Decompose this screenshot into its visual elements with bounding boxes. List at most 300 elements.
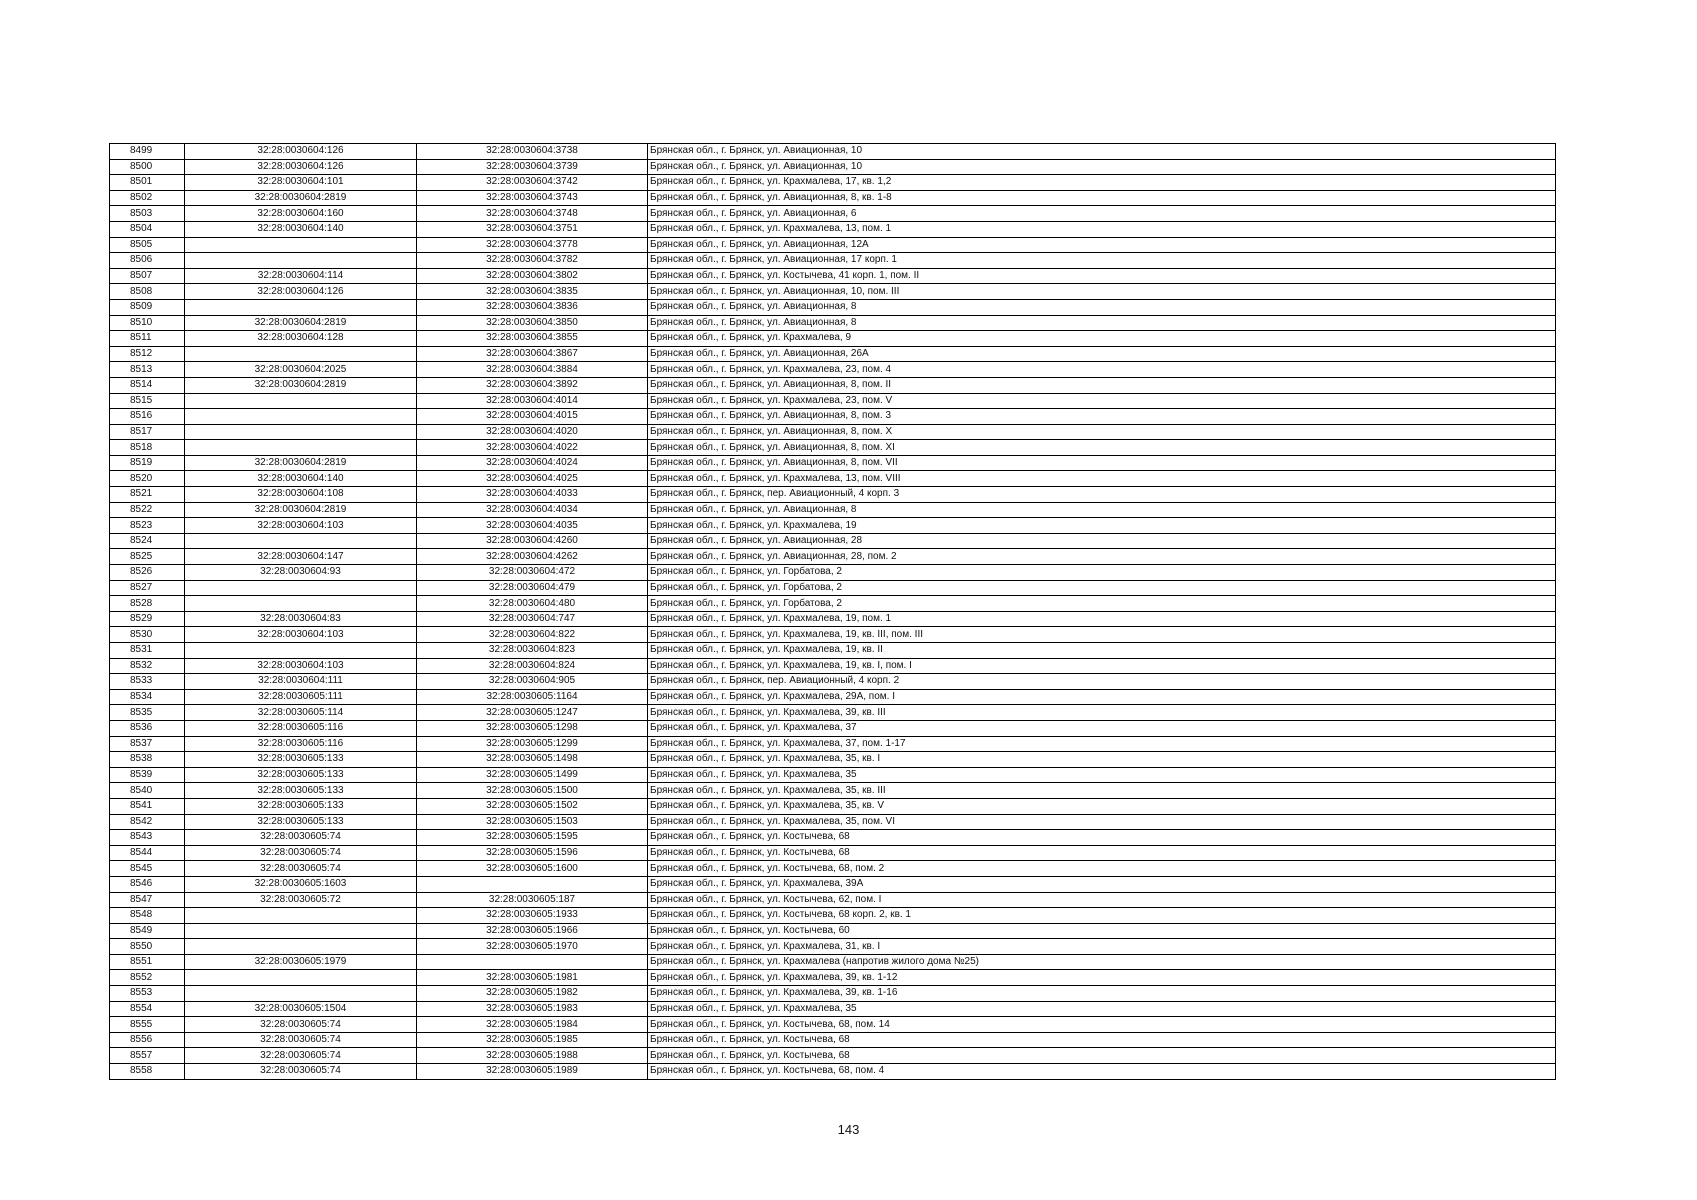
table-row — [110, 424, 1556, 440]
cadastral-number-cell: 32:28:0030605:1989 — [417, 1064, 648, 1080]
cadastral-register-table — [109, 143, 1556, 1080]
address-cell: Брянская обл., г. Брянск, ул. Крахмалева, 9 — [648, 331, 1556, 347]
cadastral-number-cell: 32:28:0030605:1298 — [417, 720, 648, 736]
table-row — [110, 814, 1556, 830]
cadastral-number-cell: 32:28:0030605:1981 — [417, 970, 648, 986]
address-cell: Брянская обл., г. Брянск, ул. Крахмалева, 35, кв. V — [648, 798, 1556, 814]
source-cadastral-number-cell: 32:28:0030604:93 — [185, 565, 417, 581]
row-number-cell — [110, 1048, 185, 1064]
cadastral-number-cell: 32:28:0030605:1164 — [417, 689, 648, 705]
address-cell: Брянская обл., г. Брянск, ул. Костычева, 62, пом. I — [648, 892, 1556, 908]
row-number-text: 8539 — [130, 769, 153, 781]
cadastral-number-cell — [417, 954, 648, 970]
address-cell: Брянская обл., г. Брянск, пер. Авиационный, 4 корп. 2 — [648, 674, 1556, 690]
row-number-text: 8525 — [130, 550, 153, 562]
address-cell: Брянская обл., г. Брянск, ул. Авиационная, 10 — [648, 159, 1556, 175]
table-row — [110, 455, 1556, 471]
row-number-text: 8514 — [130, 379, 153, 391]
address-cell: Брянская обл., г. Брянск, ул. Авиационная, 8 — [648, 299, 1556, 315]
cadastral-number-cell: 32:28:0030605:1299 — [417, 736, 648, 752]
row-number-text: 8538 — [130, 753, 153, 765]
row-number-cell — [110, 689, 185, 705]
row-number-text: 8545 — [130, 862, 153, 874]
address-cell: Брянская обл., г. Брянск, ул. Крахмалева, 19, кв. II — [648, 643, 1556, 659]
source-cadastral-number-cell: 32:28:0030605:74 — [185, 1032, 417, 1048]
cadastral-number-cell: 32:28:0030605:1970 — [417, 939, 648, 955]
address-cell: Брянская обл., г. Брянск, ул. Костычева, 68 — [648, 1032, 1556, 1048]
row-number-cell — [110, 861, 185, 877]
address-cell: Брянская обл., г. Брянск, ул. Костычева, 68, пом. 14 — [648, 1017, 1556, 1033]
cadastral-number-cell: 32:28:0030604:3836 — [417, 299, 648, 315]
table-row — [110, 1032, 1556, 1048]
table-row — [110, 861, 1556, 877]
cadastral-number-cell: 32:28:0030605:1983 — [417, 1001, 648, 1017]
source-cadastral-number-cell: 32:28:0030604:108 — [185, 487, 417, 503]
table-row — [110, 362, 1556, 378]
row-number-text: 8543 — [130, 831, 153, 843]
row-number-text: 8511 — [130, 332, 152, 344]
row-number-text: 8544 — [130, 847, 153, 859]
table-row — [110, 845, 1556, 861]
table-row — [110, 221, 1556, 237]
address-cell: Брянская обл., г. Брянск, ул. Крахмалева, 35 — [648, 767, 1556, 783]
row-number-text: 8535 — [130, 706, 153, 718]
row-number-text: 8510 — [130, 316, 153, 328]
address-cell: Брянская обл., г. Брянск, ул. Крахмалева, 39, кв. 1-16 — [648, 986, 1556, 1002]
address-cell: Брянская обл., г. Брянск, ул. Авиационная, 8, пом. X — [648, 424, 1556, 440]
row-number-cell — [110, 845, 185, 861]
row-number-text: 8517 — [130, 425, 153, 437]
source-cadastral-number-cell: 32:28:0030604:2819 — [185, 190, 417, 206]
row-number-cell — [110, 268, 185, 284]
address-cell: Брянская обл., г. Брянск, ул. Крахмалева, 35 — [648, 1001, 1556, 1017]
source-cadastral-number-cell: 32:28:0030604:2819 — [185, 315, 417, 331]
table-row — [110, 954, 1556, 970]
address-cell: Брянская обл., г. Брянск, ул. Костычева, 68, пом. 4 — [648, 1064, 1556, 1080]
row-number-text: 8499 — [130, 145, 153, 157]
source-cadastral-number-cell — [185, 923, 417, 939]
row-number-cell — [110, 393, 185, 409]
row-number-text: 8540 — [130, 784, 153, 796]
row-number-cell — [110, 908, 185, 924]
table-row — [110, 518, 1556, 534]
cadastral-number-cell: 32:28:0030605:1984 — [417, 1017, 648, 1033]
row-number-cell — [110, 986, 185, 1002]
cadastral-number-cell: 32:28:0030605:1499 — [417, 767, 648, 783]
row-number-text: 8508 — [130, 285, 153, 297]
table-row — [110, 923, 1556, 939]
table-row — [110, 970, 1556, 986]
source-cadastral-number-cell: 32:28:0030604:128 — [185, 331, 417, 347]
address-cell: Брянская обл., г. Брянск, ул. Крахмалева, 35, кв. III — [648, 783, 1556, 799]
address-cell: Брянская обл., г. Брянск, ул. Костычева, 68 — [648, 845, 1556, 861]
table-row — [110, 611, 1556, 627]
source-cadastral-number-cell: 32:28:0030604:147 — [185, 549, 417, 565]
source-cadastral-number-cell: 32:28:0030604:126 — [185, 284, 417, 300]
source-cadastral-number-cell — [185, 970, 417, 986]
source-cadastral-number-cell — [185, 299, 417, 315]
cadastral-number-cell: 32:28:0030605:1500 — [417, 783, 648, 799]
address-cell: Брянская обл., г. Брянск, ул. Крахмалева, 35, пом. VI — [648, 814, 1556, 830]
row-number-text: 8533 — [130, 675, 153, 687]
address-cell: Брянская обл., г. Брянск, ул. Авиационная, 8 — [648, 315, 1556, 331]
table-row — [110, 533, 1556, 549]
row-number-cell — [110, 487, 185, 503]
row-number-text: 8536 — [130, 722, 153, 734]
address-cell: Брянская обл., г. Брянск, ул. Костычева, 60 — [648, 923, 1556, 939]
cadastral-number-cell: 32:28:0030604:4024 — [417, 455, 648, 471]
row-number-text: 8531 — [130, 644, 153, 656]
row-number-text: 8537 — [130, 737, 153, 749]
source-cadastral-number-cell: 32:28:0030604:114 — [185, 268, 417, 284]
address-cell: Брянская обл., г. Брянск, ул. Авиационная, 10, пом. III — [648, 284, 1556, 300]
row-number-cell — [110, 284, 185, 300]
row-number-cell — [110, 159, 185, 175]
source-cadastral-number-cell — [185, 346, 417, 362]
source-cadastral-number-cell: 32:28:0030604:83 — [185, 611, 417, 627]
source-cadastral-number-cell: 32:28:0030605:1979 — [185, 954, 417, 970]
source-cadastral-number-cell — [185, 237, 417, 253]
row-number-text: 8547 — [130, 893, 153, 905]
source-cadastral-number-cell — [185, 424, 417, 440]
cadastral-number-cell: 32:28:0030605:187 — [417, 892, 648, 908]
address-cell: Брянская обл., г. Брянск, ул. Крахмалева, 23, пом. 4 — [648, 362, 1556, 378]
row-number-cell — [110, 627, 185, 643]
row-number-cell — [110, 175, 185, 191]
table-row — [110, 565, 1556, 581]
row-number-text: 8516 — [130, 410, 153, 422]
row-number-cell — [110, 502, 185, 518]
cadastral-number-cell: 32:28:0030604:4020 — [417, 424, 648, 440]
source-cadastral-number-cell: 32:28:0030604:111 — [185, 674, 417, 690]
table-row — [110, 315, 1556, 331]
page-number: 143 — [837, 1122, 860, 1137]
source-cadastral-number-cell: 32:28:0030605:1504 — [185, 1001, 417, 1017]
cadastral-number-cell: 32:28:0030604:4035 — [417, 518, 648, 534]
table-row — [110, 1064, 1556, 1080]
row-number-cell — [110, 409, 185, 425]
table-row — [110, 752, 1556, 768]
table-row — [110, 876, 1556, 892]
cadastral-number-cell: 32:28:0030604:3739 — [417, 159, 648, 175]
table-row — [110, 346, 1556, 362]
row-number-cell — [110, 549, 185, 565]
source-cadastral-number-cell: 32:28:0030605:133 — [185, 767, 417, 783]
source-cadastral-number-cell: 32:28:0030605:133 — [185, 798, 417, 814]
address-cell: Брянская обл., г. Брянск, ул. Костычева, 68, пом. 2 — [648, 861, 1556, 877]
address-cell: Брянская обл., г. Брянск, ул. Крахмалева (напротив жилого дома №25) — [648, 954, 1556, 970]
source-cadastral-number-cell: 32:28:0030605:133 — [185, 783, 417, 799]
source-cadastral-number-cell — [185, 393, 417, 409]
row-number-cell — [110, 814, 185, 830]
table-row — [110, 1017, 1556, 1033]
source-cadastral-number-cell: 32:28:0030605:116 — [185, 720, 417, 736]
table-row — [110, 736, 1556, 752]
table-row — [110, 596, 1556, 612]
row-number-text: 8529 — [130, 613, 153, 625]
row-number-text: 8549 — [130, 924, 153, 936]
row-number-cell — [110, 1032, 185, 1048]
source-cadastral-number-cell: 32:28:0030604:126 — [185, 144, 417, 160]
address-cell: Брянская обл., г. Брянск, ул. Костычева, 68 — [648, 830, 1556, 846]
row-number-cell — [110, 455, 185, 471]
table-row — [110, 1001, 1556, 1017]
table-row — [110, 658, 1556, 674]
source-cadastral-number-cell: 32:28:0030604:160 — [185, 206, 417, 222]
cadastral-number-cell: 32:28:0030605:1502 — [417, 798, 648, 814]
row-number-text: 8554 — [130, 1002, 153, 1014]
row-number-cell — [110, 471, 185, 487]
cadastral-number-cell: 32:28:0030605:1498 — [417, 752, 648, 768]
table-row — [110, 377, 1556, 393]
address-cell: Брянская обл., г. Брянск, ул. Авиационная, 12А — [648, 237, 1556, 253]
cadastral-number-cell: 32:28:0030604:3835 — [417, 284, 648, 300]
source-cadastral-number-cell: 32:28:0030605:74 — [185, 845, 417, 861]
row-number-text: 8552 — [130, 971, 153, 983]
source-cadastral-number-cell — [185, 939, 417, 955]
row-number-text: 8527 — [130, 581, 153, 593]
cadastral-number-cell: 32:28:0030604:4014 — [417, 393, 648, 409]
source-cadastral-number-cell: 32:28:0030604:126 — [185, 159, 417, 175]
address-cell: Брянская обл., г. Брянск, ул. Крахмалева, 37 — [648, 720, 1556, 736]
cadastral-number-cell: 32:28:0030604:4033 — [417, 487, 648, 503]
cadastral-number-cell: 32:28:0030604:3867 — [417, 346, 648, 362]
source-cadastral-number-cell: 32:28:0030605:133 — [185, 814, 417, 830]
table-row — [110, 705, 1556, 721]
source-cadastral-number-cell: 32:28:0030605:74 — [185, 830, 417, 846]
row-number-cell — [110, 783, 185, 799]
row-number-cell — [110, 331, 185, 347]
row-number-text: 8506 — [130, 254, 153, 266]
source-cadastral-number-cell: 32:28:0030605:1603 — [185, 876, 417, 892]
row-number-text: 8519 — [130, 457, 153, 469]
source-cadastral-number-cell: 32:28:0030605:116 — [185, 736, 417, 752]
address-cell: Брянская обл., г. Брянск, ул. Крахмалева, 35, кв. I — [648, 752, 1556, 768]
table-row — [110, 674, 1556, 690]
cadastral-number-cell: 32:28:0030604:4262 — [417, 549, 648, 565]
row-number-text: 8513 — [130, 363, 153, 375]
cadastral-number-cell: 32:28:0030605:1600 — [417, 861, 648, 877]
cadastral-number-cell: 32:28:0030605:1982 — [417, 986, 648, 1002]
address-cell: Брянская обл., г. Брянск, ул. Горбатова, 2 — [648, 596, 1556, 612]
address-cell: Брянская обл., г. Брянск, ул. Авиационная, 8 — [648, 502, 1556, 518]
cadastral-number-cell: 32:28:0030604:3748 — [417, 206, 648, 222]
table-row — [110, 206, 1556, 222]
cadastral-number-cell: 32:28:0030604:480 — [417, 596, 648, 612]
row-number-cell — [110, 674, 185, 690]
row-number-cell — [110, 424, 185, 440]
row-number-cell — [110, 1064, 185, 1080]
address-cell: Брянская обл., г. Брянск, ул. Авиационная, 8, пом. II — [648, 377, 1556, 393]
source-cadastral-number-cell — [185, 409, 417, 425]
cadastral-number-cell: 32:28:0030604:4015 — [417, 409, 648, 425]
row-number-text: 8546 — [130, 878, 153, 890]
row-number-text: 8551 — [130, 956, 153, 968]
source-cadastral-number-cell: 32:28:0030605:74 — [185, 1064, 417, 1080]
cadastral-number-cell: 32:28:0030604:905 — [417, 674, 648, 690]
source-cadastral-number-cell: 32:28:0030604:140 — [185, 221, 417, 237]
table-row — [110, 253, 1556, 269]
cadastral-number-cell: 32:28:0030604:479 — [417, 580, 648, 596]
row-number-cell — [110, 580, 185, 596]
address-cell: Брянская обл., г. Брянск, ул. Крахмалева, 31, кв. I — [648, 939, 1556, 955]
row-number-cell — [110, 720, 185, 736]
address-cell: Брянская обл., г. Брянск, ул. Крахмалева, 19, пом. 1 — [648, 611, 1556, 627]
cadastral-number-cell: 32:28:0030605:1247 — [417, 705, 648, 721]
cadastral-number-cell: 32:28:0030604:3850 — [417, 315, 648, 331]
address-cell: Брянская обл., г. Брянск, ул. Горбатова, 2 — [648, 580, 1556, 596]
row-number-cell — [110, 533, 185, 549]
table-body — [110, 144, 1556, 1080]
address-cell: Брянская обл., г. Брянск, ул. Авиационная, 8, кв. 1-8 — [648, 190, 1556, 206]
cadastral-number-cell: 32:28:0030605:1596 — [417, 845, 648, 861]
table-row — [110, 502, 1556, 518]
row-number-cell — [110, 798, 185, 814]
cadastral-number-cell: 32:28:0030604:3743 — [417, 190, 648, 206]
row-number-text: 8530 — [130, 628, 153, 640]
address-cell: Брянская обл., г. Брянск, ул. Костычева, 68 — [648, 1048, 1556, 1064]
table-row — [110, 409, 1556, 425]
table-row — [110, 487, 1556, 503]
row-number-text: 8505 — [130, 238, 153, 250]
row-number-text: 8501 — [130, 176, 153, 188]
row-number-cell — [110, 736, 185, 752]
row-number-cell — [110, 892, 185, 908]
row-number-cell — [110, 954, 185, 970]
table-row — [110, 1048, 1556, 1064]
source-cadastral-number-cell — [185, 986, 417, 1002]
address-cell: Брянская обл., г. Брянск, ул. Авиационная, 8, пом. 3 — [648, 409, 1556, 425]
row-number-text: 8524 — [130, 535, 153, 547]
cadastral-number-cell: 32:28:0030604:3884 — [417, 362, 648, 378]
cadastral-number-cell: 32:28:0030605:1985 — [417, 1032, 648, 1048]
row-number-cell — [110, 923, 185, 939]
source-cadastral-number-cell: 32:28:0030605:133 — [185, 752, 417, 768]
cadastral-number-cell: 32:28:0030604:4034 — [417, 502, 648, 518]
table-row — [110, 908, 1556, 924]
table-row — [110, 767, 1556, 783]
address-cell: Брянская обл., г. Брянск, ул. Крахмалева, 37, пом. 1-17 — [648, 736, 1556, 752]
address-cell: Брянская обл., г. Брянск, ул. Авиационная, 28, пом. 2 — [648, 549, 1556, 565]
address-cell: Брянская обл., г. Брянск, ул. Авиационная, 17 корп. 1 — [648, 253, 1556, 269]
table-row — [110, 939, 1556, 955]
address-cell: Брянская обл., г. Брянск, ул. Крахмалева, 23, пом. V — [648, 393, 1556, 409]
address-cell: Брянская обл., г. Брянск, ул. Крахмалева, 19, кв. I, пом. I — [648, 658, 1556, 674]
table-row — [110, 689, 1556, 705]
row-number-cell — [110, 596, 185, 612]
table-row — [110, 549, 1556, 565]
row-number-text: 8553 — [130, 987, 153, 999]
source-cadastral-number-cell — [185, 533, 417, 549]
row-number-cell — [110, 705, 185, 721]
cadastral-number-cell: 32:28:0030604:3738 — [417, 144, 648, 160]
table-row — [110, 471, 1556, 487]
table-row — [110, 175, 1556, 191]
cadastral-number-cell: 32:28:0030604:3802 — [417, 268, 648, 284]
row-number-cell — [110, 440, 185, 456]
source-cadastral-number-cell: 32:28:0030605:74 — [185, 1017, 417, 1033]
source-cadastral-number-cell — [185, 908, 417, 924]
source-cadastral-number-cell: 32:28:0030605:111 — [185, 689, 417, 705]
row-number-cell — [110, 658, 185, 674]
table-row — [110, 144, 1556, 160]
source-cadastral-number-cell: 32:28:0030604:103 — [185, 658, 417, 674]
address-cell: Брянская обл., г. Брянск, ул. Авиационная, 10 — [648, 144, 1556, 160]
row-number-text: 8507 — [130, 270, 153, 282]
row-number-cell — [110, 518, 185, 534]
row-number-cell — [110, 253, 185, 269]
row-number-cell — [110, 206, 185, 222]
row-number-text: 8557 — [130, 1049, 153, 1061]
address-cell: Брянская обл., г. Брянск, ул. Крахмалева, 13, пом. 1 — [648, 221, 1556, 237]
row-number-text: 8503 — [130, 207, 153, 219]
table-row — [110, 798, 1556, 814]
row-number-cell — [110, 237, 185, 253]
row-number-text: 8526 — [130, 566, 153, 578]
address-cell: Брянская обл., г. Брянск, ул. Крахмалева, 19, кв. III, пом. III — [648, 627, 1556, 643]
cadastral-number-cell: 32:28:0030604:822 — [417, 627, 648, 643]
row-number-cell — [110, 643, 185, 659]
cadastral-number-cell: 32:28:0030605:1595 — [417, 830, 648, 846]
cadastral-number-cell: 32:28:0030604:747 — [417, 611, 648, 627]
row-number-text: 8502 — [130, 192, 153, 204]
table-row — [110, 892, 1556, 908]
row-number-text: 8532 — [130, 659, 153, 671]
address-cell: Брянская обл., г. Брянск, ул. Крахмалева, 17, кв. 1,2 — [648, 175, 1556, 191]
source-cadastral-number-cell — [185, 643, 417, 659]
source-cadastral-number-cell — [185, 253, 417, 269]
row-number-text: 8528 — [130, 597, 153, 609]
row-number-cell — [110, 752, 185, 768]
cadastral-number-cell: 32:28:0030604:3855 — [417, 331, 648, 347]
cadastral-number-cell: 32:28:0030604:3751 — [417, 221, 648, 237]
row-number-text: 8512 — [130, 348, 153, 360]
address-cell: Брянская обл., г. Брянск, ул. Костычева, 68 корп. 2, кв. 1 — [648, 908, 1556, 924]
cadastral-number-cell: 32:28:0030605:1988 — [417, 1048, 648, 1064]
address-cell: Брянская обл., г. Брянск, ул. Авиационная, 6 — [648, 206, 1556, 222]
source-cadastral-number-cell: 32:28:0030605:72 — [185, 892, 417, 908]
row-number-text: 8518 — [130, 441, 153, 453]
row-number-cell — [110, 362, 185, 378]
row-number-cell — [110, 144, 185, 160]
address-cell: Брянская обл., г. Брянск, пер. Авиационный, 4 корп. 3 — [648, 487, 1556, 503]
cadastral-number-cell: 32:28:0030605:1933 — [417, 908, 648, 924]
row-number-cell — [110, 346, 185, 362]
cadastral-number-cell: 32:28:0030605:1966 — [417, 923, 648, 939]
table-row — [110, 830, 1556, 846]
row-number-text: 8548 — [130, 909, 153, 921]
source-cadastral-number-cell: 32:28:0030604:2819 — [185, 377, 417, 393]
cadastral-number-cell — [417, 876, 648, 892]
cadastral-number-cell: 32:28:0030604:824 — [417, 658, 648, 674]
source-cadastral-number-cell — [185, 440, 417, 456]
row-number-text: 8534 — [130, 691, 153, 703]
address-cell: Брянская обл., г. Брянск, ул. Крахмалева, 39, кв. 1-12 — [648, 970, 1556, 986]
address-cell: Брянская обл., г. Брянск, ул. Авиационная, 28 — [648, 533, 1556, 549]
address-cell: Брянская обл., г. Брянск, ул. Крахмалева, 13, пом. VIII — [648, 471, 1556, 487]
source-cadastral-number-cell: 32:28:0030604:103 — [185, 518, 417, 534]
row-number-cell — [110, 1017, 185, 1033]
row-number-text: 8542 — [130, 815, 153, 827]
source-cadastral-number-cell: 32:28:0030605:74 — [185, 861, 417, 877]
row-number-text: 8558 — [130, 1065, 153, 1077]
source-cadastral-number-cell — [185, 580, 417, 596]
row-number-text: 8550 — [130, 940, 153, 952]
row-number-text: 8541 — [130, 800, 153, 812]
source-cadastral-number-cell: 32:28:0030605:74 — [185, 1048, 417, 1064]
cadastral-number-cell: 32:28:0030604:472 — [417, 565, 648, 581]
row-number-cell — [110, 299, 185, 315]
